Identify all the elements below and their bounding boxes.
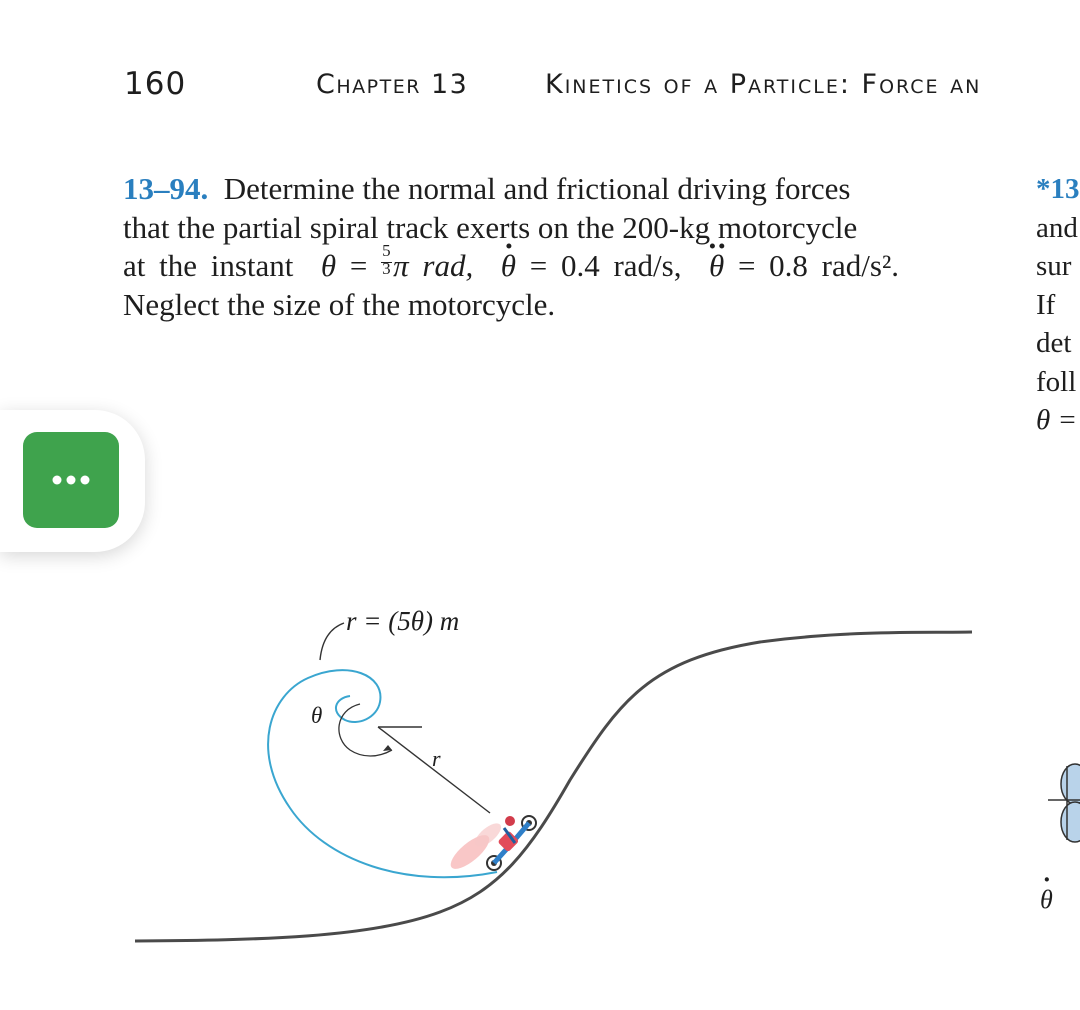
problem-line-4 [123, 286, 963, 325]
problem-13-94 [123, 170, 963, 324]
spiral-track [268, 670, 497, 877]
angle-arrowhead [383, 745, 392, 751]
problem-line-1 [123, 170, 963, 209]
floating-more-card [0, 410, 145, 552]
track-surface [135, 632, 972, 941]
page-header [0, 62, 1080, 110]
theta-ddot-value: = 0.8 rad/s². [737, 248, 899, 283]
more-dots-icon [51, 474, 91, 486]
problem-line-2 [123, 209, 963, 248]
next-figure-cutoff [1040, 760, 1080, 880]
equals-sign: = [349, 248, 368, 283]
theta-symbol: θ [320, 248, 337, 283]
theta-value: π rad, [393, 248, 474, 283]
theta-dot-symbol: · θ [501, 247, 516, 286]
next-column-cutoff [1036, 170, 1080, 440]
side-line-1: and [1036, 211, 1078, 244]
side-line-5: foll [1036, 365, 1077, 398]
fraction-numerator: 5 [382, 241, 391, 260]
side-line-0: *13 [1036, 173, 1080, 205]
problem-number: 13–94. [123, 171, 209, 206]
side-theta-dot: · θ [1040, 885, 1053, 915]
theta-ddot-symbol: ·· θ [709, 247, 724, 286]
spiral-equation-text: r = (5θ) m [346, 606, 460, 636]
side-line-2: sur [1036, 250, 1072, 282]
problem-text-3: at the instant [123, 248, 294, 283]
chapter-title: Kinetics of a Particle: Force an [545, 69, 982, 100]
figure-13-94 [0, 560, 1080, 1010]
chapter-label: Chapter 13 [316, 69, 469, 100]
fraction-five-thirds [381, 241, 393, 280]
motorcycle-icon [446, 816, 536, 874]
spiral-leader-line [320, 623, 344, 660]
problem-text-1: Determine the normal and frictional driving forces [223, 171, 851, 206]
angle-arc [339, 704, 392, 756]
spiral-equation-label [346, 606, 459, 637]
theta-dot-value: = 0.4 rad/s, [529, 248, 682, 283]
side-line-3: If [1036, 288, 1056, 321]
fraction-denominator: 3 [382, 259, 391, 278]
side-line-4: det [1036, 327, 1072, 359]
more-options-button[interactable] [23, 432, 119, 528]
problem-line-3 [123, 241, 963, 286]
side-line-6: θ = [1036, 404, 1078, 436]
theta-figure-label: θ [311, 703, 323, 728]
page-number: 160 [124, 66, 187, 102]
r-figure-label: r [432, 746, 441, 771]
problem-text-4: Neglect the size of the motorcycle. [123, 286, 556, 322]
problem-text-2: that the partial spiral track exerts on the 200-kg motorcycle [123, 209, 858, 245]
figure-drawing [0, 560, 1080, 1010]
